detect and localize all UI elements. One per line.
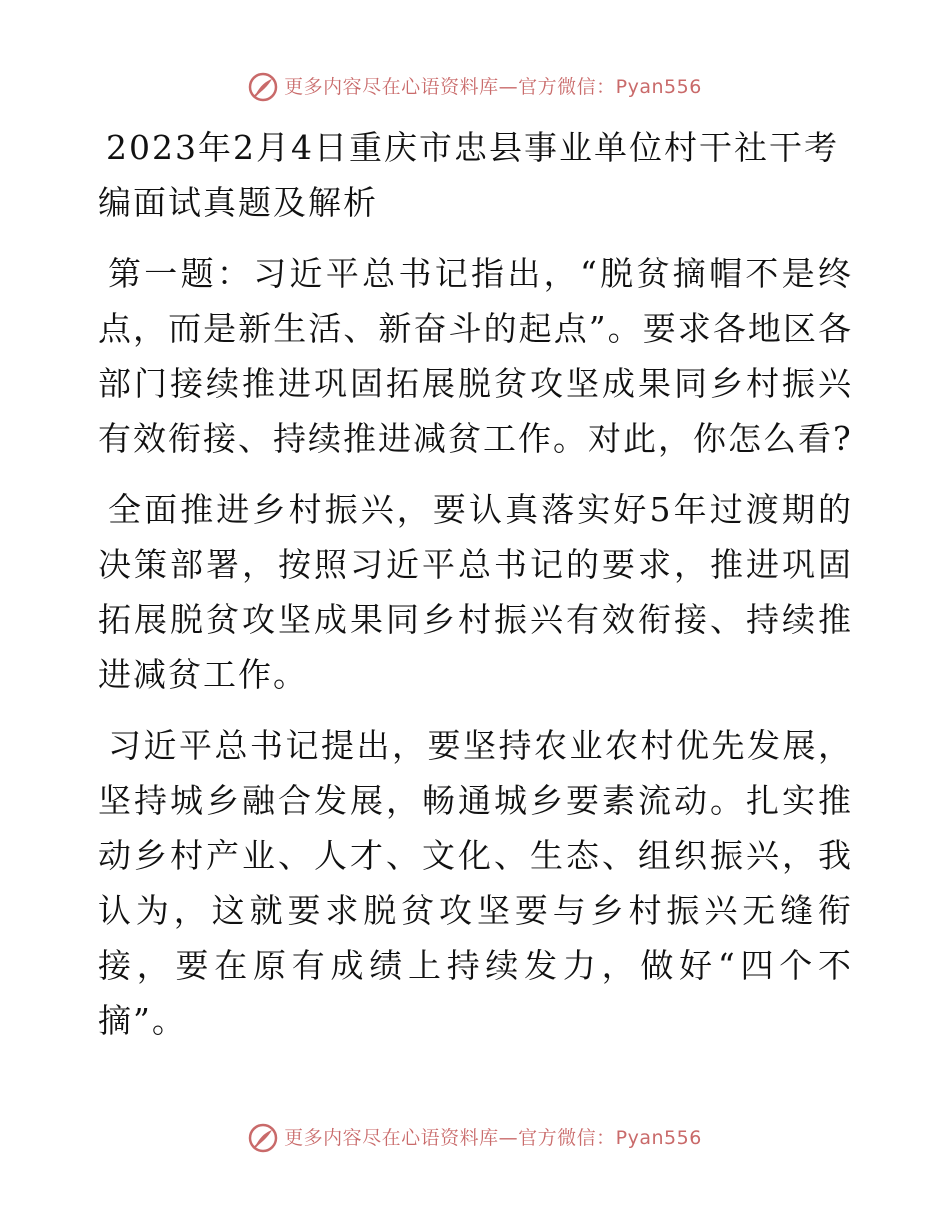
- header-watermark: [0, 72, 950, 102]
- watermark-text: 更多内容尽在心语资料库—官方微信：Pyan556: [284, 76, 702, 98]
- document-body: [98, 120, 853, 1048]
- paragraph-question: 第一题：习近平总书记指出，“脱贫摘帽不是终点，而是新生活、新奋斗的起点”。要求各地区各部门接续推进巩固拓展脱贫攻坚成果同乡村振兴有效衔接、持续推进减贫工作。对此，你怎么看?: [98, 254, 853, 458]
- document-title: 2023年2月4日重庆市忠县事业单位村干社干考编面试真题及解析: [98, 128, 839, 222]
- footer-watermark: [0, 1123, 950, 1153]
- quill-logo-icon: [248, 72, 278, 102]
- paragraph-answer-1: 全面推进乡村振兴，要认真落实好5年过渡期的决策部署，按照习近平总书记的要求，推进巩固拓展脱贫攻坚成果同乡村振兴有效衔接、持续推进减贫工作。: [98, 490, 853, 694]
- paragraph-answer-2: 习近平总书记提出，要坚持农业农村优先发展，坚持城乡融合发展，畅通城乡要素流动。扎实推动乡村产业、人才、文化、生态、组织振兴，我认为，这就要求脱贫攻坚要与乡村振兴无缝衔接，要在原有成绩上持续发力，做好“四个不摘”。: [98, 726, 853, 1040]
- quill-logo-icon: [248, 1123, 278, 1153]
- watermark-text: 更多内容尽在心语资料库—官方微信：Pyan556: [284, 1127, 702, 1149]
